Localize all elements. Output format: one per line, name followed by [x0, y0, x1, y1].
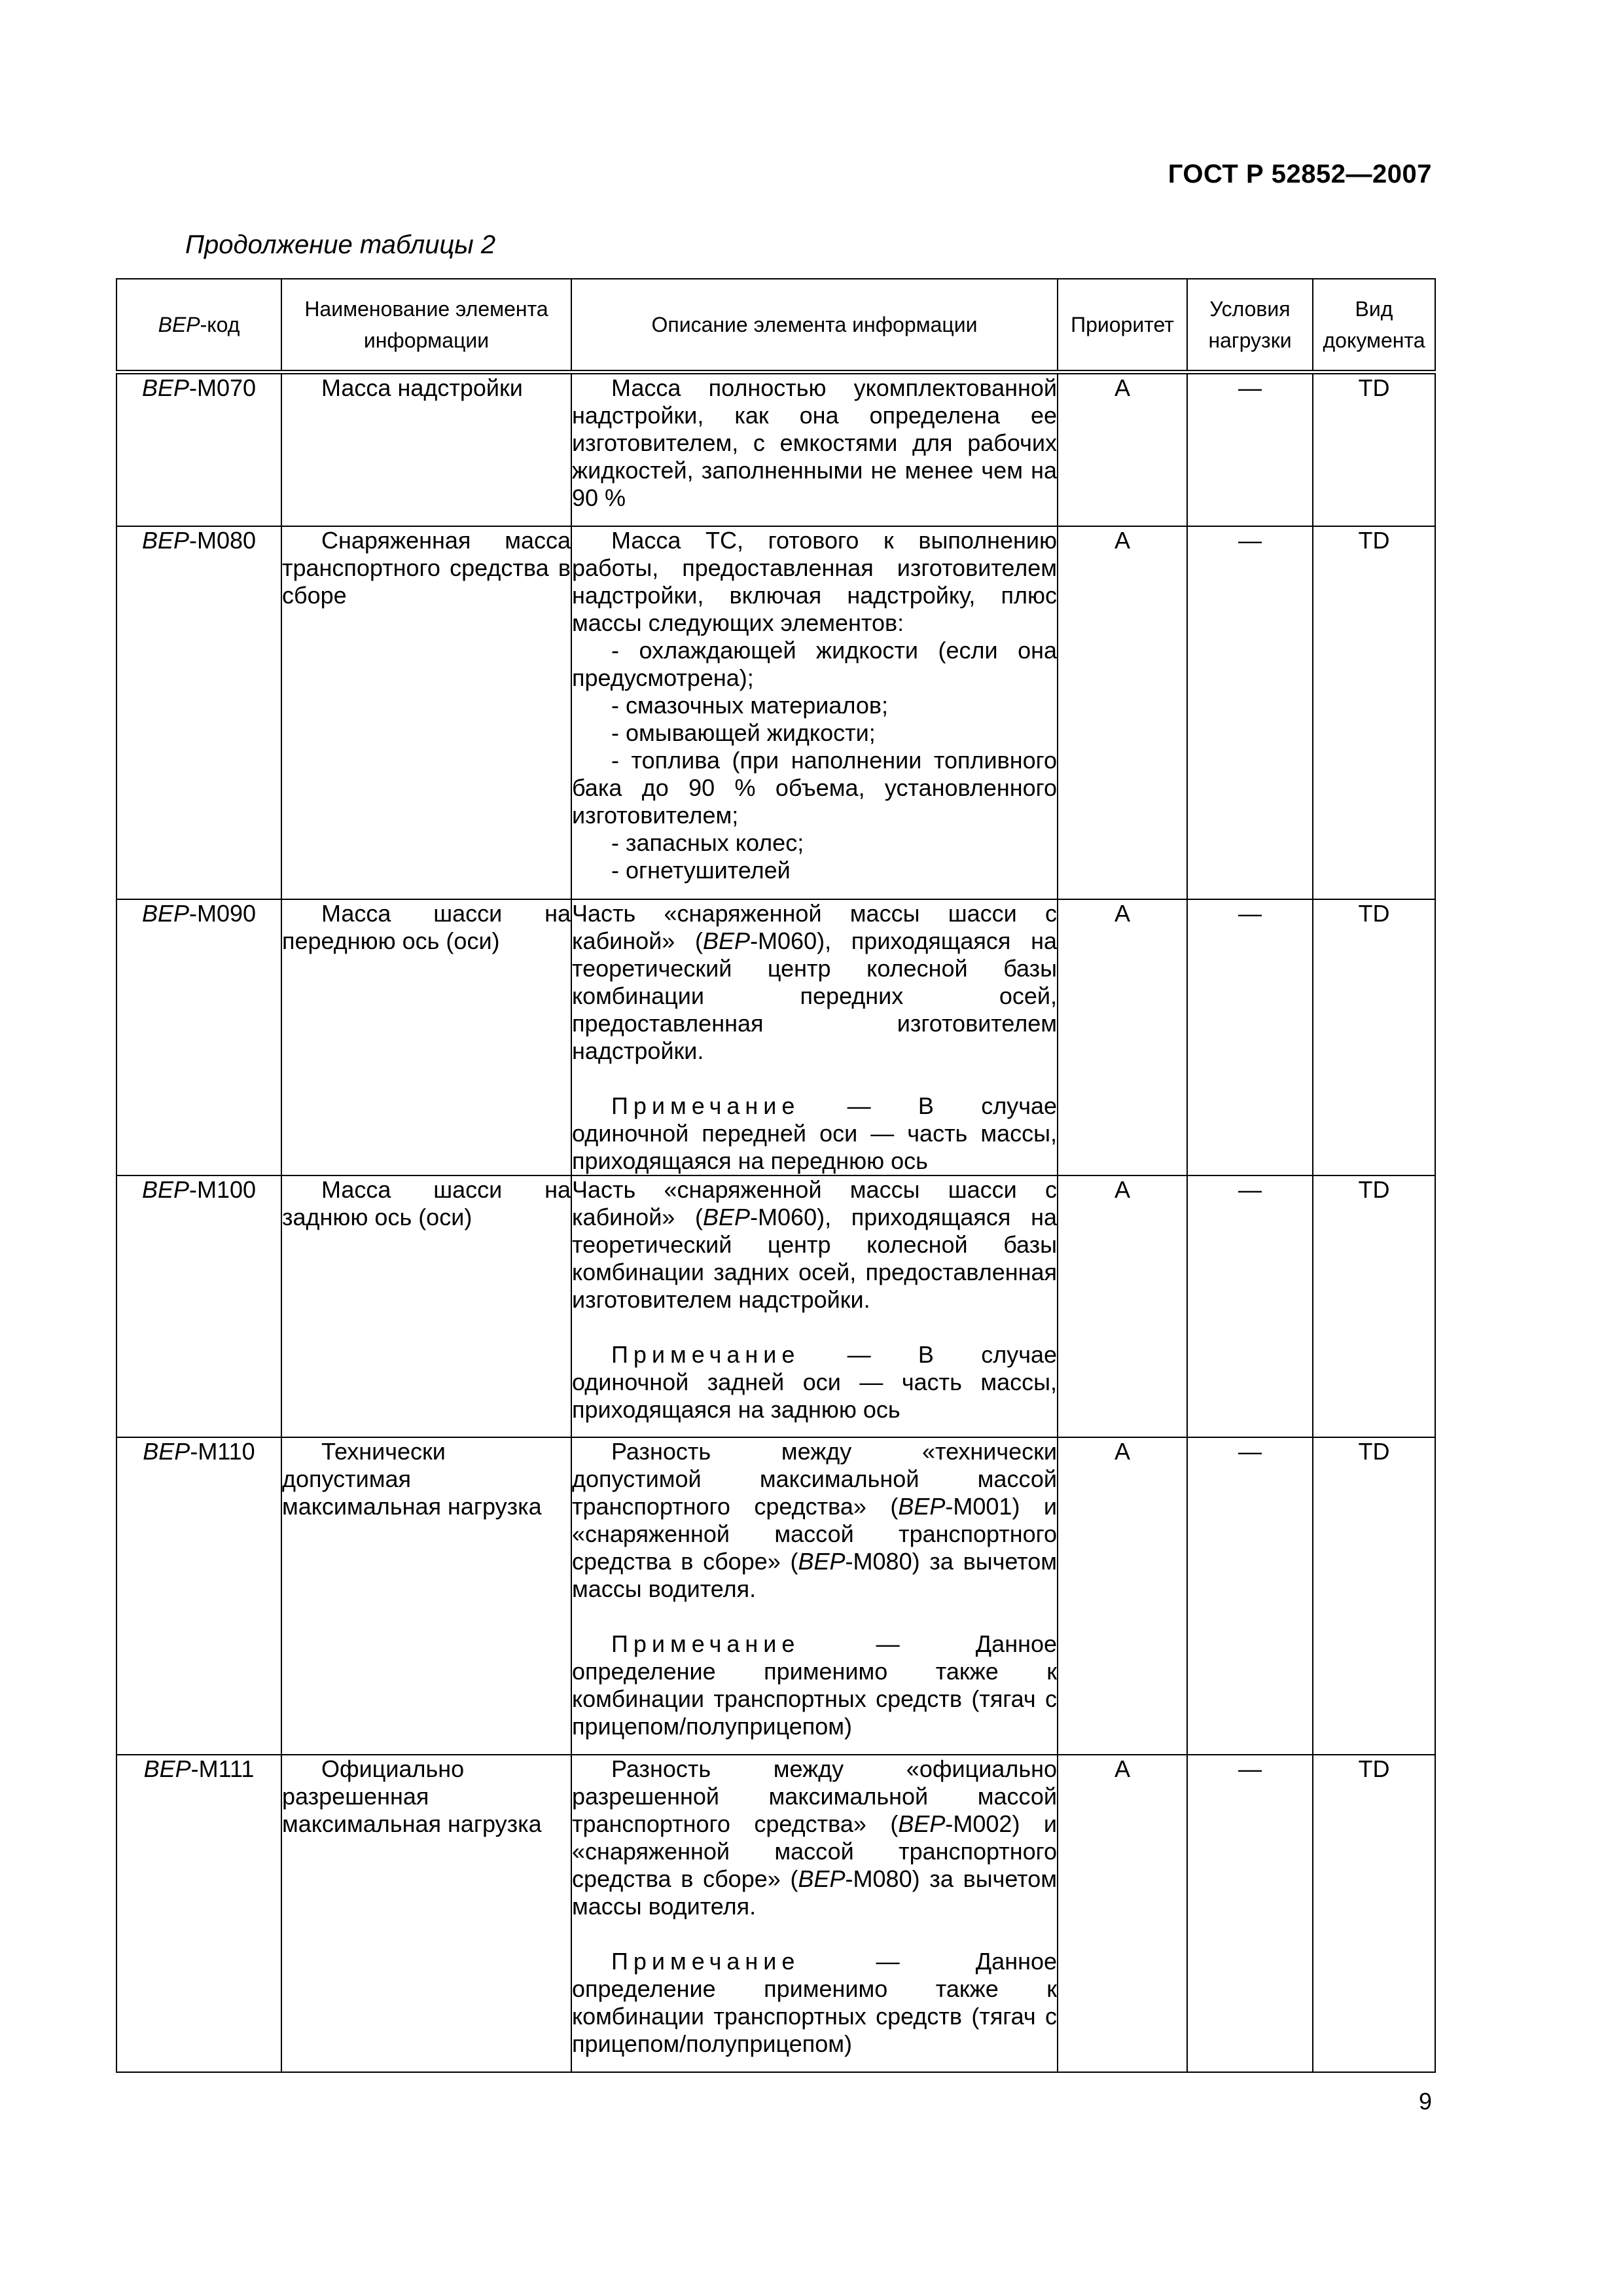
- cell-code: BEP-M070: [116, 372, 281, 526]
- table-row: [116, 899, 1435, 1175]
- col-header-doctype: Вид документа: [1313, 279, 1435, 372]
- cell-priority: A: [1058, 899, 1187, 1175]
- list-item: - смазочных материалов;: [611, 691, 888, 719]
- cell-desc: Часть «снаряженной массы шасси с кабиной» (BEP-M060), приходящаяся на теоретический центр колесной базы комбинации передних осей, предоставленная изготовителем надстройки. Примечание — В случае одиночной передней оси — часть массы, приходящаяся на переднюю ось: [572, 899, 1057, 1174]
- cell-priority: A: [1058, 1755, 1187, 2072]
- cell-code: BEP-M080: [116, 526, 281, 899]
- cell-doctype: TD: [1313, 1437, 1435, 1755]
- cell-name: Масса шасси на заднюю ось (оси): [281, 1175, 571, 1437]
- note: Примечание — Данное определение применимо также к комбинации транспортных средств (тягач с прицепом/полуприцепом): [572, 1947, 1057, 2057]
- table-row: [116, 526, 1435, 899]
- col-header-desc: Описание элемента информации: [571, 279, 1058, 372]
- note: Примечание — В случае одиночной передней оси — часть массы, приходящаяся на переднюю ось: [572, 1092, 1057, 1174]
- note: Примечание — Данное определение применимо также к комбинации транспортных средств (тягач с прицепом/полуприцепом): [572, 1630, 1057, 1740]
- list-item: - омывающей жидкости;: [611, 719, 876, 746]
- cell-priority: A: [1058, 1175, 1187, 1437]
- cell-conditions: —: [1187, 1175, 1313, 1437]
- list-item: - топлива (при наполнении топливного бака до 90 % объема, установленного изготовителем;: [572, 746, 1057, 829]
- cell-name: Масса шасси на переднюю ось (оси): [281, 899, 571, 1175]
- col-header-priority: Приоритет: [1058, 279, 1187, 372]
- table-row: [116, 1437, 1435, 1755]
- cell-priority: A: [1058, 526, 1187, 899]
- cell-conditions: —: [1187, 526, 1313, 899]
- table-row: [116, 372, 1435, 526]
- cell-priority: A: [1058, 372, 1187, 526]
- cell-desc: Разность между «официально разрешенной максимальной массой транспортного средства» (BEP-M002) и «снаряженной массой транспортного средства в сборе» (BEP-M080) за вычетом массы водителя. Примечание — Данное определение применимо также к комбинации транспортных средств (тягач с прицепом/полуприцепом): [571, 1755, 1058, 2072]
- cell-code: BEP-M111: [116, 1755, 281, 2072]
- cell-code: BEP-M100: [116, 1175, 281, 1437]
- standard-header: ГОСТ Р 52852—2007: [1168, 160, 1432, 188]
- page-number: 9: [1418, 2088, 1432, 2115]
- cell-desc: Масса ТС, готового к выполнению работы, предоставленная изготовителем надстройки, включая надстройку, плюс массы следующих элементов: - охлаждающей жидкости (если она предусмотрена); - смазочных материалов; - омывающей жидкости; - топлива (при наполнении топливного бака до 90 % объема, установленного изготовителем; - запасных колес; - огнетушителей: [571, 526, 1058, 899]
- cell-name: Технически допустимая максимальная нагрузка: [281, 1437, 571, 1755]
- list-item: - запасных колес;: [611, 829, 804, 856]
- data-table: [116, 278, 1436, 2073]
- table-row: [116, 1175, 1435, 1437]
- cell-conditions: —: [1187, 1755, 1313, 2072]
- cell-name: Снаряженная масса транспортного средства в сборе: [281, 526, 571, 899]
- table-row: [116, 1755, 1435, 2072]
- cell-name: Масса надстройки: [281, 372, 571, 526]
- list-item: - охлаждающей жидкости (если она предусмотрена);: [572, 636, 1057, 691]
- cell-doctype: TD: [1313, 899, 1435, 1175]
- cell-desc: Разность между «технически допустимой максимальной массой транспортного средства» (BEP-M001) и «снаряженной массой транспортного средства в сборе» (BEP-M080) за вычетом массы водителя. Примечание — Данное определение применимо также к комбинации транспортных средств (тягач с прицепом/полуприцепом): [571, 1437, 1058, 1755]
- cell-conditions: —: [1187, 1437, 1313, 1755]
- cell-desc: Часть «снаряженной массы шасси с кабиной» (BEP-M060), приходящаяся на теоретический центр колесной базы комбинации задних осей, предоставленная изготовителем надстройки. Примечание — В случае одиночной задней оси — часть массы, приходящаяся на заднюю ось: [571, 1175, 1058, 1437]
- col-header-code: BEP-код: [116, 279, 281, 372]
- cell-doctype: TD: [1313, 372, 1435, 526]
- cell-doctype: TD: [1313, 1755, 1435, 2072]
- list-item: - огнетушителей: [611, 856, 791, 884]
- table-header-row: [116, 279, 1435, 372]
- table-continuation-caption: Продолжение таблицы 2: [185, 230, 496, 259]
- cell-code: BEP-M110: [116, 1437, 281, 1755]
- cell-priority: A: [1058, 1437, 1187, 1755]
- cell-doctype: TD: [1313, 526, 1435, 899]
- col-header-conditions: Условия нагрузки: [1187, 279, 1313, 372]
- col-header-name: Наименование элемента информации: [281, 279, 571, 372]
- cell-code: BEP-M090: [116, 899, 281, 1175]
- cell-desc: Масса полностью укомплектованной надстройки, как она определена ее изготовителем, с емкостями для рабочих жидкостей, заполненными не менее чем на 90 %: [571, 372, 1058, 526]
- cell-conditions: —: [1187, 899, 1313, 1175]
- note: Примечание — В случае одиночной задней оси — часть массы, приходящаяся на заднюю ось: [572, 1340, 1057, 1423]
- cell-conditions: —: [1187, 372, 1313, 526]
- cell-name: Официально разрешенная максимальная нагрузка: [281, 1755, 571, 2072]
- cell-doctype: TD: [1313, 1175, 1435, 1437]
